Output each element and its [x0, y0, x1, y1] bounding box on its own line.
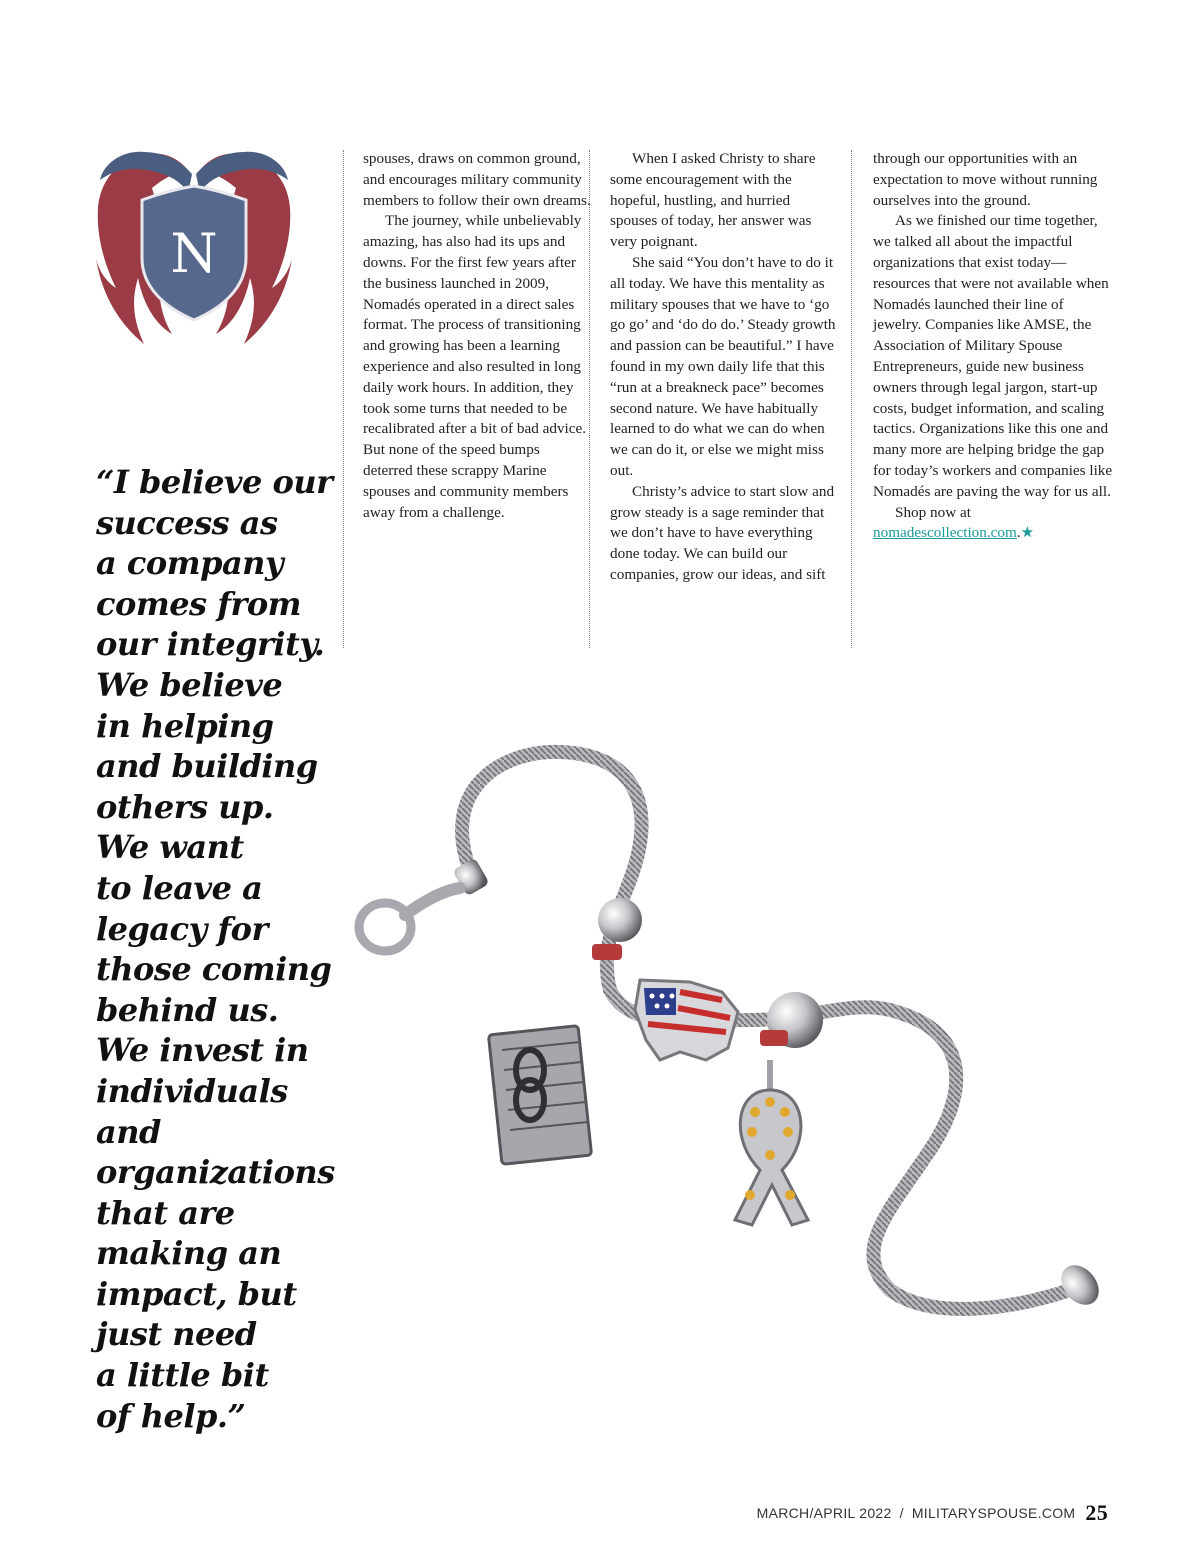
bracelet-photo: [330, 730, 1150, 1330]
lobster-clasp: [359, 858, 490, 951]
shop-link[interactable]: nomadescollection.com: [873, 524, 1017, 542]
issue-date: MARCH/APRIL 2022: [756, 1505, 892, 1521]
shop-paragraph: [873, 503, 1113, 545]
usa-flag-charm: [635, 980, 738, 1060]
pull-quote: “I believe our success as a company comes from our integrity. We believe in helping and building others up. We want to leave a legacy for those coming behind us. We invest in individuals and organizations that are making an impact, but just need a little bit of help.”: [96, 463, 335, 1435]
column-rule: [851, 150, 852, 648]
yellow-ribbon-charm: [735, 1060, 808, 1225]
paragraph: through our opportunities with an expectation to move without running ourselves into the ground.: [873, 150, 1098, 209]
red-spacer: [592, 944, 622, 960]
shop-period: .: [1016, 524, 1021, 542]
paragraph: The journey, while unbelievably amazing, has also had its ups and downs. For the first few years after the business launched in 2009, Nomadés operated in a direct sales format. The process of transitioning and growing has been a learning experience and also resulted in long daily work hours. In addition, they took some turns that needed to be recalibrated after a bit of bad advice. But none of the speed bumps deterred these scrappy Marine spouses and community members away from a challenge.: [363, 212, 587, 521]
article-column-3: [873, 149, 1113, 544]
end-cap: [1054, 1258, 1107, 1312]
nomades-logo: [92, 148, 296, 350]
paragraph: When I asked Christy to share some encouragement with the hopeful, hustling, and hurried spouses of today, her answer was very poignant.: [610, 150, 816, 251]
paragraph: She said “You don’t have to do it all today. We have this mentality as military spouses that we have to ‘go go go’ and ‘do do do.’ Steady growth and passion can be beautiful.” I have found in my own daily life that this “run at a breakneck pace” becomes second nature. We have habitually learned to do what we can do when we can do it, or else we might miss out.: [610, 253, 836, 479]
page-number: 25: [1085, 1500, 1108, 1525]
paragraph: As we finished our time together, we talked all about the impactful organizations that exist today—resources that were not available when Nomadés launched their line of jewelry. Companies like AMSE, the Association of Military Spouse Entrepreneurs, guide new business owners through legal jargon, start-up costs, budget information, and scaling tactics. Organizations like this one and many more are helping bridge the gap for today’s workers and companies like Nomadés are paving the way for us all.: [873, 212, 1113, 500]
paragraph: Christy’s advice to start slow and grow steady is a sage reminder that we don’t have to have everything done today. We can build our companies, grow our ideas, and sift: [610, 482, 835, 583]
star-icon: ★: [1020, 524, 1035, 542]
logo-letter: N: [170, 222, 218, 285]
shop-text: Shop now at: [895, 503, 971, 521]
article-column-2: [610, 149, 838, 586]
paragraph: spouses, draws on common ground, and encourages military community members to follow their own dreams.: [363, 150, 591, 209]
article-column-1: [363, 149, 591, 523]
red-spacer: [760, 1030, 788, 1046]
silver-bead: [598, 898, 642, 942]
column-rule: [343, 150, 344, 648]
flag-rings-charm: [488, 1026, 591, 1165]
footer-separator: /: [899, 1505, 904, 1521]
site-name: MILITARYSPOUSE.COM: [911, 1505, 1076, 1521]
page-footer: [757, 1500, 1108, 1526]
